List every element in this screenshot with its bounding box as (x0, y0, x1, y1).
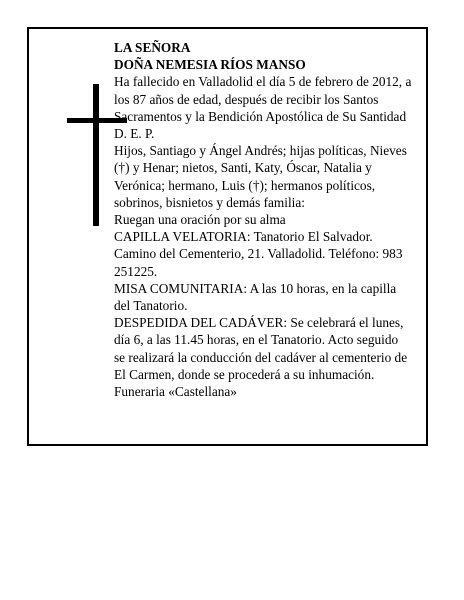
chapel-info-line: CAPILLA VELATORIA: Tanatorio El Salvador. (114, 229, 373, 245)
chapel-info-line: 251225. (114, 263, 158, 279)
cross-vertical-bar (93, 84, 99, 226)
family-line: Hijos, Santiago y Ángel Andrés; hijas políticas, Nieves (114, 143, 407, 159)
family-line: sobrinos, bisnietos y demás familia: (114, 194, 305, 210)
death-announcement-line: Ha fallecido en Valladolid el día 5 de febrero de 2012, a (114, 74, 412, 90)
funeral-home: Funeraria «Castellana» (114, 384, 237, 400)
rest-in-peace: D. E. P. (114, 126, 155, 142)
death-announcement-line: Sacramentos y la Bendición Apostólica de Su Santidad (114, 108, 407, 124)
farewell-info-line: DESPEDIDA DEL CADÁVER: Se celebrará el lunes, (114, 315, 404, 331)
prayer-request: Ruegan una oración por su alma (114, 212, 286, 228)
family-line: Verónica; hermano, Luis (†); hermanos políticos, (114, 177, 376, 193)
mass-info-line: MISA COMUNITARIA: A las 10 horas, en la capilla (114, 280, 397, 296)
family-line: (†) y Henar; nietos, Santi, Katy, Óscar, Natalia y (114, 160, 372, 176)
farewell-info-line: se realizará la conducción del cadáver al cementerio de (114, 349, 408, 365)
deceased-name: DOÑA NEMESIA RÍOS MANSO (114, 57, 306, 73)
death-announcement-line: los 87 años de edad, después de recibir los Santos (114, 91, 379, 107)
farewell-info-line: día 6, a las 11.45 horas, en el Tanatorio. Acto seguido (114, 332, 399, 348)
mass-info-line: del Tanatorio. (114, 298, 188, 314)
chapel-info-line: Camino del Cementerio, 21. Valladolid. Teléfono: 983 (114, 246, 403, 262)
notice-title: LA SEÑORA (114, 40, 191, 55)
farewell-info-line: El Carmen, donde se procederá a su inhumación. (114, 366, 375, 382)
obituary-text (114, 39, 424, 400)
